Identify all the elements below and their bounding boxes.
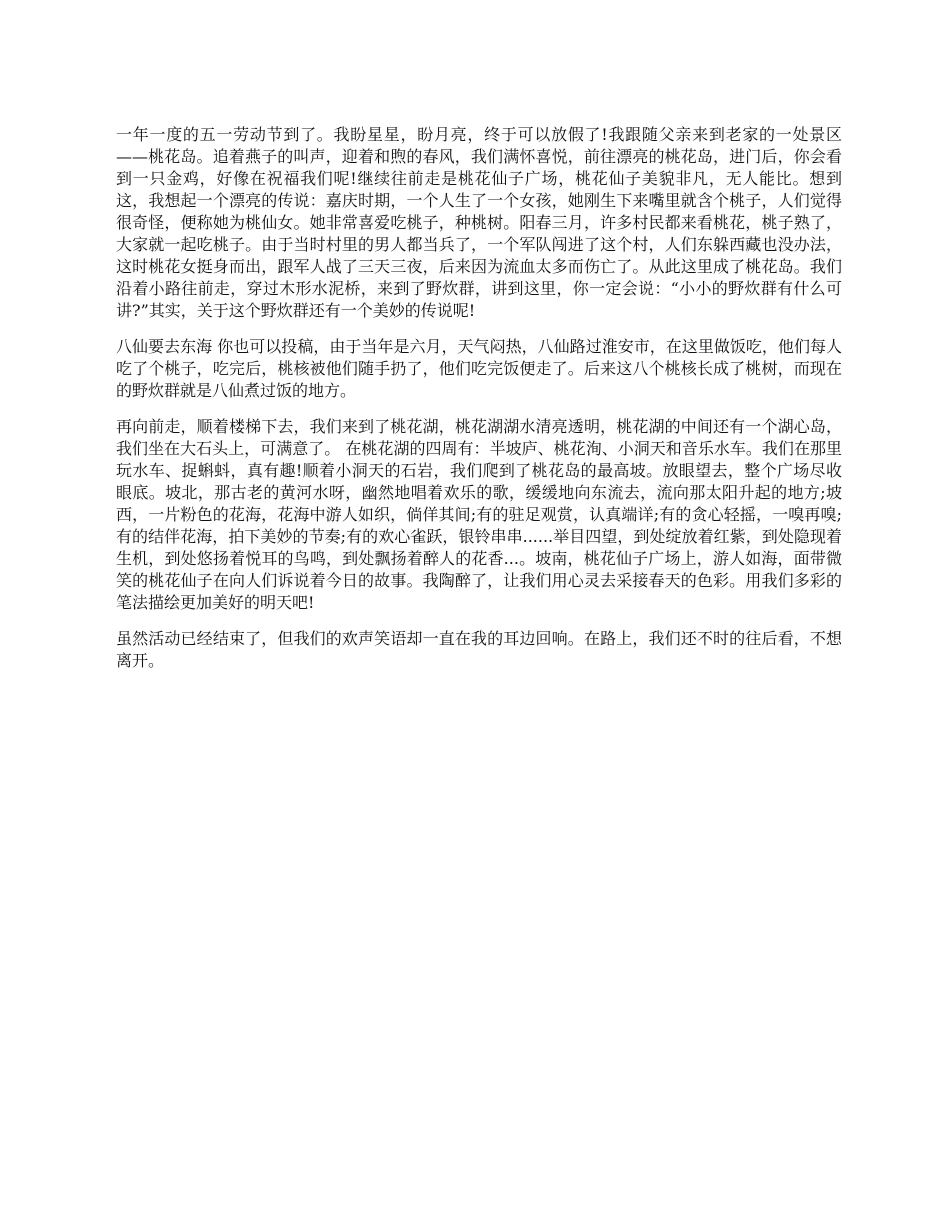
paragraph-1: 一年一度的五一劳动节到了。我盼星星，盼月亮，终于可以放假了!我跟随父亲来到老家的一处景区——桃花岛。追着燕子的叫声，迎着和煦的春风，我们满怀喜悦，前往漂亮的桃花岛，进门后，你会看到一只金鸡，好像在祝福我们呢!继续往前走是桃花仙子广场，桃花仙子美貌非凡，无人能比。想到这，我想起一个漂亮的传说：嘉庆时期，一个人生了一个女孩，她刚生下来嘴里就含个桃子，人们觉得很奇怪，便称她为桃仙女。她非常喜爱吃桃子，种桃树。阳春三月，许多村民都来看桃花，桃子熟了，大家就一起吃桃子。由于当时村里的男人都当兵了，一个军队闯进了这个村，人们东躲西藏也没办法，这时桃花女挺身而出，跟军人战了三天三夜，后来因为流血太多而伤亡了。从此这里成了桃花岛。我们沿着小路往前走，穿过木形水泥桥，来到了野炊群，讲到这里，你一定会说：“小小的野炊群有什么可讲?”其实，关于这个野炊群还有一个美妙的传说呢! [116,125,842,320]
document-body [116,124,842,686]
paragraph-4: 虽然活动已经结束了，但我们的欢声笑语却一直在我的耳边回响。在路上，我们还不时的往后看，不想离开。 [116,629,842,670]
paragraph-3: 再向前走，顺着楼梯下去，我们来到了桃花湖，桃花湖湖水清亮透明，桃花湖的中间还有一个湖心岛，我们坐在大石头上，可满意了。 在桃花湖的四周有：半坡庐、桃花洵、小洞天和音乐水车。我们在那里玩水车、捉蝌蚪，真有趣!顺着小洞天的石岩，我们爬到了桃花岛的最高坡。放眼望去，整个广场尽收眼底。坡北，那古老的黄河水呀，幽然地唱着欢乐的歌，缓缓地向东流去，流向那太阳升起的地方;坡西，一片粉色的花海，花海中游人如织，倘佯其间;有的驻足观赏，认真端详;有的贪心轻摇，一嗅再嗅;有的结伴花海，拍下美妙的节奏;有的欢心雀跃，银铃串串......举目四望，到处绽放着红紫，到处隐现着生机，到处悠扬着悦耳的鸟鸣，到处飘扬着醉人的花香...。坡南，桃花仙子广场上，游人如海，面带微笑的桃花仙子在向人们诉说着今日的故事。我陶醉了，让我们用心灵去采接春天的色彩。用我们多彩的笔法描绘更加美好的明天吧! [116,417,842,612]
paragraph-2: 八仙要去东海 你也可以投稿，由于当年是六月，天气闷热，八仙路过淮安市，在这里做饭吃，他们每人吃了个桃子，吃完后，桃核被他们随手扔了，他们吃完饭便走了。后来这八个桃核长成了桃树，而现在的野炊群就是八仙煮过饭的地方。 [116,337,842,400]
